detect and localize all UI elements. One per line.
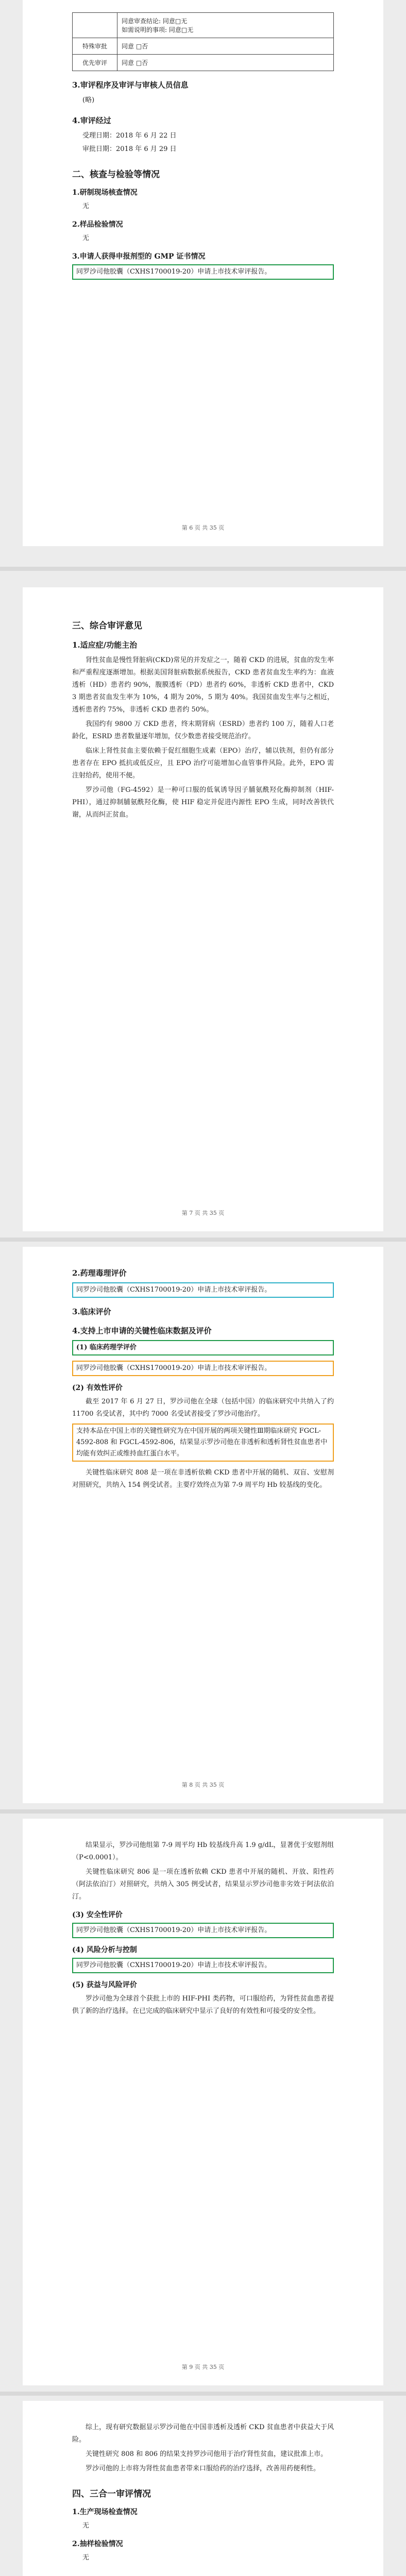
paragraph: 临床上肾性贫血主要依赖于促红细胞生成素（EPO）治疗，辅以铁剂，但仍有部分患者存在 EPO 抵抗或低反应，且 EPO 治疗可能增加心血管事件风险。此外，EPO 需注射给药，使用不便。 xyxy=(72,747,334,779)
paragraph: 关键性临床研究 806 是一项在透析依赖 CKD 患者中开展的随机、开放、阳性药（阿法依泊汀）对照研究，共纳入 305 例受试者，结果显示罗沙司他非劣效于阿法依泊汀。 xyxy=(72,1868,334,1901)
section-heading: (4) 风险分析与控制 xyxy=(72,1946,137,1954)
document-page-10 xyxy=(23,2401,383,2576)
paragraph: 罗沙司他为全球首个获批上市的 HIF-PHI 类药物，可口服给药，为肾性贫血患者提供了新的治疗选择。在已完成的临床研究中显示了良好的有效性和可接受的安全性。 xyxy=(72,1995,334,2015)
section-heading: (5) 获益与风险评价 xyxy=(72,1981,137,1989)
section-heading: 3.临床评价 xyxy=(72,1307,111,1316)
paragraph: 肾性贫血是慢性肾脏病(CKD)常见的并发症之一，随着 CKD 的进展，贫血的发生率和严重程度逐渐增加。根据美国肾脏病数据系统报告，CKD 患者贫血发生率约为：血液透析（HD）患者约 90%，腹膜透析（PD）患者约 60%，非透析 CKD 患者中，CKD 3 期患者贫血发生率为 10%，4 期为 20%，5 期为 40%。我国贫血发生率与之相近，透析患者约 75%，非透析 CKD 患者约 50%。 xyxy=(72,656,334,714)
document-page-9 xyxy=(23,1819,383,2385)
page-number: 第 8 页 共 35 页 xyxy=(181,1782,225,1788)
page-divider xyxy=(0,2392,406,2396)
table-line: 同意审查结论: 同意□无 xyxy=(122,18,188,25)
section-heading: 3.审评程序及审评与审核人员信息 xyxy=(72,80,189,90)
highlight-box: 同罗沙司他胶囊（CXHS1700019-20）申请上市技术审评报告。 xyxy=(72,1958,334,1973)
na-text: 无 xyxy=(82,202,90,210)
accept-date: 受理日期：2018 年 6 月 22 日 xyxy=(82,132,177,140)
paragraph: 关键性研究 808 和 806 的结果支持罗沙司他用于治疗肾性贫血，建议批准上市。 xyxy=(86,2450,328,2458)
page-divider xyxy=(0,1238,406,1242)
table-cell xyxy=(73,13,117,38)
paragraph: 关键性临床研究 808 是一项在非透析依赖 CKD 患者中开展的随机、双盲、安慰剂对照研究，共纳入 154 例受试者。主要疗效终点为第 7-9 周平均 Hb 较基线的变化。 xyxy=(72,1469,334,1489)
paragraph: 罗沙司他的上市将为肾性贫血患者带来口服给药的治疗选择，改善用药便利性。 xyxy=(86,2465,320,2472)
paragraph: 罗沙司他（FG-4592）是一种可口服的低氧诱导因子脯氨酰羟化酶抑制剂（HIF-PHI），通过抑制脯氨酰羟化酶，使 HIF 稳定并促进内源性 EPO 生成，同时改善铁代谢，从而纠正贫血。 xyxy=(72,786,334,819)
section-heading: 1.生产现场检查情况 xyxy=(72,2508,138,2516)
section-heading: (3) 安全性评价 xyxy=(72,1911,123,1919)
section-heading: (2) 有效性评价 xyxy=(72,1384,123,1392)
table-cell: 同意 □否 xyxy=(117,38,334,55)
section-heading: 2.样品检验情况 xyxy=(72,221,123,229)
page-number: 第 9 页 共 35 页 xyxy=(181,2364,225,2370)
omitted-note: (略) xyxy=(82,96,95,104)
section-heading: 4.审评经过 xyxy=(72,116,111,125)
table-label: 特殊审批 xyxy=(73,38,117,55)
page-divider xyxy=(0,567,406,571)
approve-date: 审批日期：2018 年 6 月 29 日 xyxy=(82,145,177,153)
highlight-box: 同罗沙司他胶囊（CXHS1700019-20）申请上市技术审评报告。 xyxy=(72,1282,334,1298)
table-cell xyxy=(117,13,334,38)
approval-table xyxy=(72,12,334,71)
page-number: 第 7 页 共 35 页 xyxy=(181,1210,225,1216)
paragraph: 我国约有 9800 万 CKD 患者，终末期肾病（ESRD）患者约 100 万，随着人口老龄化，ESRD 患者数量逐年增加，仅少数患者接受规范治疗。 xyxy=(72,720,334,740)
section-heading: 3.申请人获得申报剂型的 GMP 证书情况 xyxy=(72,252,206,261)
chapter-heading: 三、综合审评意见 xyxy=(72,621,142,631)
document-page-7 xyxy=(23,587,383,1231)
table-line: 如需说明的事项: 同意□无 xyxy=(122,26,194,33)
paragraph: 综上，现有研究数据显示罗沙司他在中国非透析及透析 CKD 贫血患者中获益大于风险。 xyxy=(72,2424,334,2444)
highlight-box: 同罗沙司他胶囊（CXHS1700019-20）申请上市技术审评报告。 xyxy=(72,1361,334,1376)
chapter-heading: 四、三合一审评情况 xyxy=(72,2489,151,2499)
highlight-box: 支持本品在中国上市的关键性研究为在中国开展的两项关键性Ⅲ期临床研究 FGCL-4592-808 和 FGCL-4592-806，结果显示罗沙司他在非透析和透析肾性贫血患者中均能有效纠正或维持血红蛋白水平。 xyxy=(72,1423,334,1462)
document-page-8 xyxy=(23,1247,383,1803)
na-text: 无 xyxy=(82,234,90,242)
section-heading: 2.抽样检验情况 xyxy=(72,2540,123,2548)
chapter-heading: 二、核查与检验等情况 xyxy=(72,170,160,180)
na-text: 无 xyxy=(82,2522,90,2530)
paragraph: 结果显示，罗沙司他组第 7-9 周平均 Hb 较基线升高 1.9 g/dL，显著优于安慰剂组（P<0.0001）。 xyxy=(72,1841,334,1861)
document-page-6 xyxy=(23,0,383,546)
section-heading: 1.研制现场核查情况 xyxy=(72,189,138,197)
paragraph: 截至 2017 年 6 月 27 日，罗沙司他在全球（包括中国）的临床研究中共纳入了约 11700 名受试者，其中约 7000 名受试者接受了罗沙司他治疗。 xyxy=(72,1398,334,1418)
section-heading: 4.支持上市申请的关键性临床数据及评价 xyxy=(72,1326,212,1335)
section-heading: 1.适应症/功能主治 xyxy=(72,640,138,650)
highlight-box: 同罗沙司他胶囊（CXHS1700019-20）申请上市技术审评报告。 xyxy=(72,1923,334,1938)
page-divider xyxy=(0,1809,406,1814)
section-heading: 2.药理毒理评价 xyxy=(72,1268,127,1278)
highlight-box: (1) 临床药理学评价 xyxy=(72,1340,334,1355)
table-cell: 同意 □否 xyxy=(117,55,334,71)
page-number: 第 6 页 共 35 页 xyxy=(181,524,225,531)
highlight-box: 同罗沙司他胶囊（CXHS1700019-20）申请上市技术审评报告。 xyxy=(72,264,334,280)
table-label: 优先审评 xyxy=(73,55,117,71)
na-text: 无 xyxy=(82,2554,90,2562)
